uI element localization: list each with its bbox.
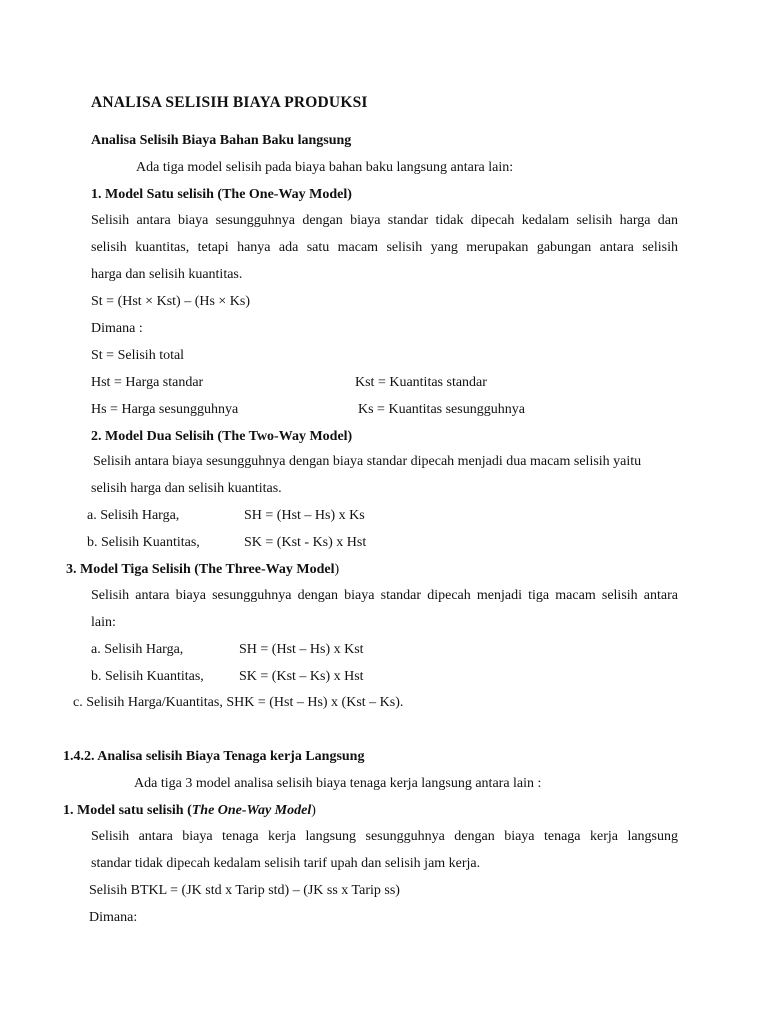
two-way-item-a-formula: SH = (Hst – Hs) x Ks <box>244 508 365 523</box>
paragraph-line: Selisih antara biaya tenaga kerja langsung sesungguhnya dengan biaya tenaga kerja langsung <box>91 829 678 844</box>
paragraph-line: selisih kuantitas, tetapi hanya ada satu macam selisih yang merupakan gabungan antara selisih <box>91 240 678 255</box>
three-way-item-c: c. Selisih Harga/Kuantitas, SHK = (Hst – Hs) x (Kst – Ks). <box>73 695 404 710</box>
section-heading-bahan-baku: Analisa Selisih Biaya Bahan Baku langsung <box>91 133 352 148</box>
paragraph-line: selisih harga dan selisih kuantitas. <box>91 481 282 496</box>
definition-kst: Kst = Kuantitas standar <box>355 375 487 390</box>
two-way-item-b-formula: SK = (Kst - Ks) x Hst <box>244 535 367 550</box>
paragraph-line: Selisih antara biaya sesungguhnya dengan biaya standar dipecah menjadi tiga macam selisih antara <box>91 588 678 603</box>
three-way-item-b-label: b. Selisih Kuantitas, <box>91 669 204 684</box>
paragraph-line: harga dan selisih kuantitas. <box>91 267 243 282</box>
section-intro-bahan-baku: Ada tiga model selisih pada biaya bahan baku langsung antara lain: <box>136 160 514 175</box>
labor-heading-em: The One-Way Model <box>191 803 312 818</box>
document-title: ANALISA SELISIH BIAYA PRODUKSI <box>91 94 368 111</box>
model-three-way-heading-text: 3. Model Tiga Selisih (The Three-Way Model <box>66 562 335 577</box>
dimana-label: Dimana : <box>91 321 143 336</box>
model-three-way-heading-close: ) <box>334 562 340 577</box>
model-three-way-heading <box>66 561 339 579</box>
three-way-item-b-formula: SK = (Kst – Ks) x Hst <box>239 669 364 684</box>
paragraph-line: Selisih antara biaya sesungguhnya dengan biaya standar dipecah menjadi dua macam selisih yaitu <box>93 454 642 469</box>
definition-ks: Ks = Kuantitas sesungguhnya <box>358 402 525 417</box>
labor-heading-pre: 1. Model satu selisih ( <box>63 803 192 818</box>
three-way-item-a-formula: SH = (Hst – Hs) x Kst <box>239 642 364 657</box>
labor-model-one-way-heading <box>63 802 316 820</box>
paragraph-line: lain: <box>91 615 116 630</box>
definition-st: St = Selisih total <box>91 348 185 363</box>
paragraph-line: standar tidak dipecah kedalam selisih tarif upah dan selisih jam kerja. <box>91 856 481 871</box>
two-way-item-b-label: b. Selisih Kuantitas, <box>87 535 200 550</box>
dimana-label: Dimana: <box>89 910 138 925</box>
section-heading-tenaga-kerja: 1.4.2. Analisa selisih Biaya Tenaga kerja Langsung <box>63 749 365 764</box>
model-one-way-heading: 1. Model Satu selisih (The One-Way Model) <box>91 187 352 202</box>
definition-hst: Hst = Harga standar <box>91 375 204 390</box>
formula-btkl: Selisih BTKL = (JK std x Tarip std) – (JK ss x Tarip ss) <box>89 883 400 898</box>
labor-heading-post: ) <box>311 803 316 818</box>
two-way-item-a-label: a. Selisih Harga, <box>87 508 180 523</box>
three-way-item-a-label: a. Selisih Harga, <box>91 642 184 657</box>
section-intro-tenaga-kerja: Ada tiga 3 model analisa selisih biaya tenaga kerja langsung antara lain : <box>134 776 542 791</box>
formula-st: St = (Hst × Kst) – (Hs × Ks) <box>91 294 251 309</box>
model-two-way-heading: 2. Model Dua Selisih (The Two-Way Model) <box>91 429 353 444</box>
definition-hs: Hs = Harga sesungguhnya <box>91 402 239 417</box>
paragraph-line: Selisih antara biaya sesungguhnya dengan biaya standar tidak dipecah kedalam selisih harga dan <box>91 213 678 228</box>
